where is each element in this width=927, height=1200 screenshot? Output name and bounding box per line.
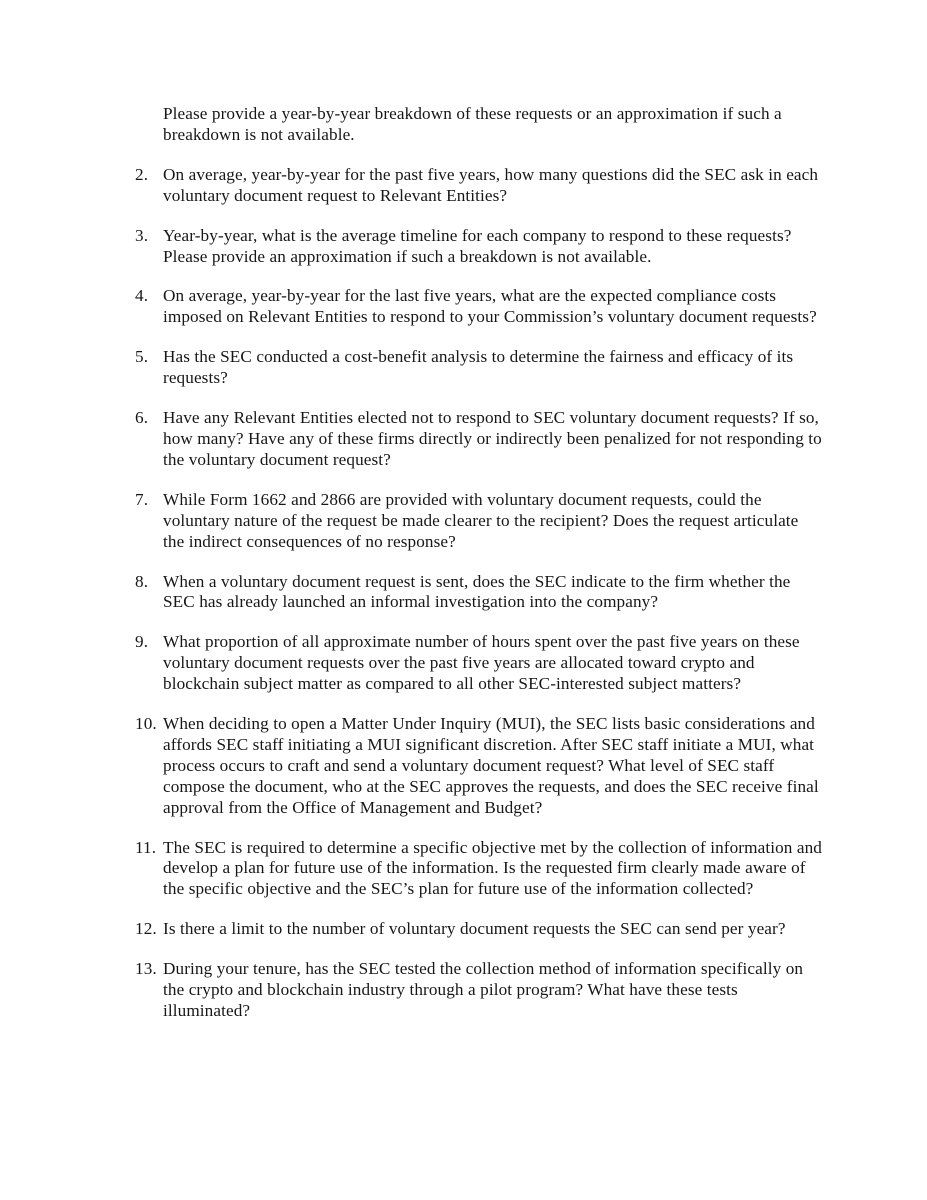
item-number: 5. xyxy=(135,347,149,367)
question-item-7 xyxy=(135,490,823,553)
item-number: 12. xyxy=(135,919,157,939)
question-item-8 xyxy=(135,572,823,614)
question-item-12 xyxy=(135,919,823,940)
item-text: Year-by-year, what is the average timeline for each company to respond to these requests? Please provide an approximation if such a breakdown is not available. xyxy=(163,225,792,266)
item-number: 3. xyxy=(135,225,149,245)
item-number: 11. xyxy=(135,837,157,857)
item-text: What proportion of all approximate number of hours spent over the past five years on these voluntary document requests over the past five years are allocated toward crypto and blockchain subject matter as compared to all other SEC-interested subject matters? xyxy=(163,632,800,694)
item-number: 13. xyxy=(135,959,157,979)
question-item-5 xyxy=(135,347,823,389)
item-text: Is there a limit to the number of voluntary document requests the SEC can send per year? xyxy=(163,919,786,939)
item-text: While Form 1662 and 2866 are provided with voluntary document requests, could the voluntary nature of the request be made clearer to the recipient? Does the request articulate the indirect consequences of no response? xyxy=(163,489,799,551)
document-content xyxy=(135,104,823,1022)
item-number: 7. xyxy=(135,489,149,509)
item-text: When deciding to open a Matter Under Inquiry (MUI), the SEC lists basic considerations and affords SEC staff initiating a MUI significant discretion. After SEC staff initiate a MUI, what process occurs to craft and send a voluntary document request? What level of SEC staff compose the document, who at the SEC approves the requests, and does the SEC receive final approval from the Office of Management and Budget? xyxy=(163,714,819,817)
question-item-3 xyxy=(135,226,823,268)
item-text: When a voluntary document request is sent, does the SEC indicate to the firm whether the SEC has already launched an informal investigation into the company? xyxy=(163,571,791,612)
item-number: 10. xyxy=(135,714,157,734)
item-number: 2. xyxy=(135,164,149,184)
question-item-10 xyxy=(135,714,823,819)
item-text: On average, year-by-year for the past five years, how many questions did the SEC ask in each voluntary document request to Relevant Entities? xyxy=(163,164,819,205)
item-text: On average, year-by-year for the last five years, what are the expected compliance costs imposed on Relevant Entities to respond to your Commission’s voluntary document requests? xyxy=(163,286,817,327)
question-item-11 xyxy=(135,838,823,901)
item-number: 6. xyxy=(135,408,149,428)
item-number: 8. xyxy=(135,571,149,591)
item-text: During your tenure, has the SEC tested the collection method of information specifically on the crypto and blockchain industry through a pilot program? What have these tests illuminated? xyxy=(163,959,804,1020)
item-text: Has the SEC conducted a cost-benefit analysis to determine the fairness and efficacy of its requests? xyxy=(163,347,794,388)
question-item-9 xyxy=(135,632,823,695)
item-text: The SEC is required to determine a specific objective met by the collection of information and develop a plan for future use of the information. Is the requested firm clearly made aware of the specific objective and the SEC’s plan for future use of the information collected? xyxy=(163,837,822,899)
intro-paragraph: Please provide a year-by-year breakdown of these requests or an approximation if such a breakdown is not available. xyxy=(163,104,782,144)
question-item-13 xyxy=(135,959,823,1022)
item-text: Have any Relevant Entities elected not to respond to SEC voluntary document requests? If so, how many? Have any of these firms directly or indirectly been penalized for not responding to the voluntary document request? xyxy=(163,408,822,469)
question-item-2 xyxy=(135,165,823,207)
question-item-6 xyxy=(135,408,823,471)
item-number: 9. xyxy=(135,632,149,652)
question-item-4 xyxy=(135,286,823,328)
item-number: 4. xyxy=(135,286,149,306)
